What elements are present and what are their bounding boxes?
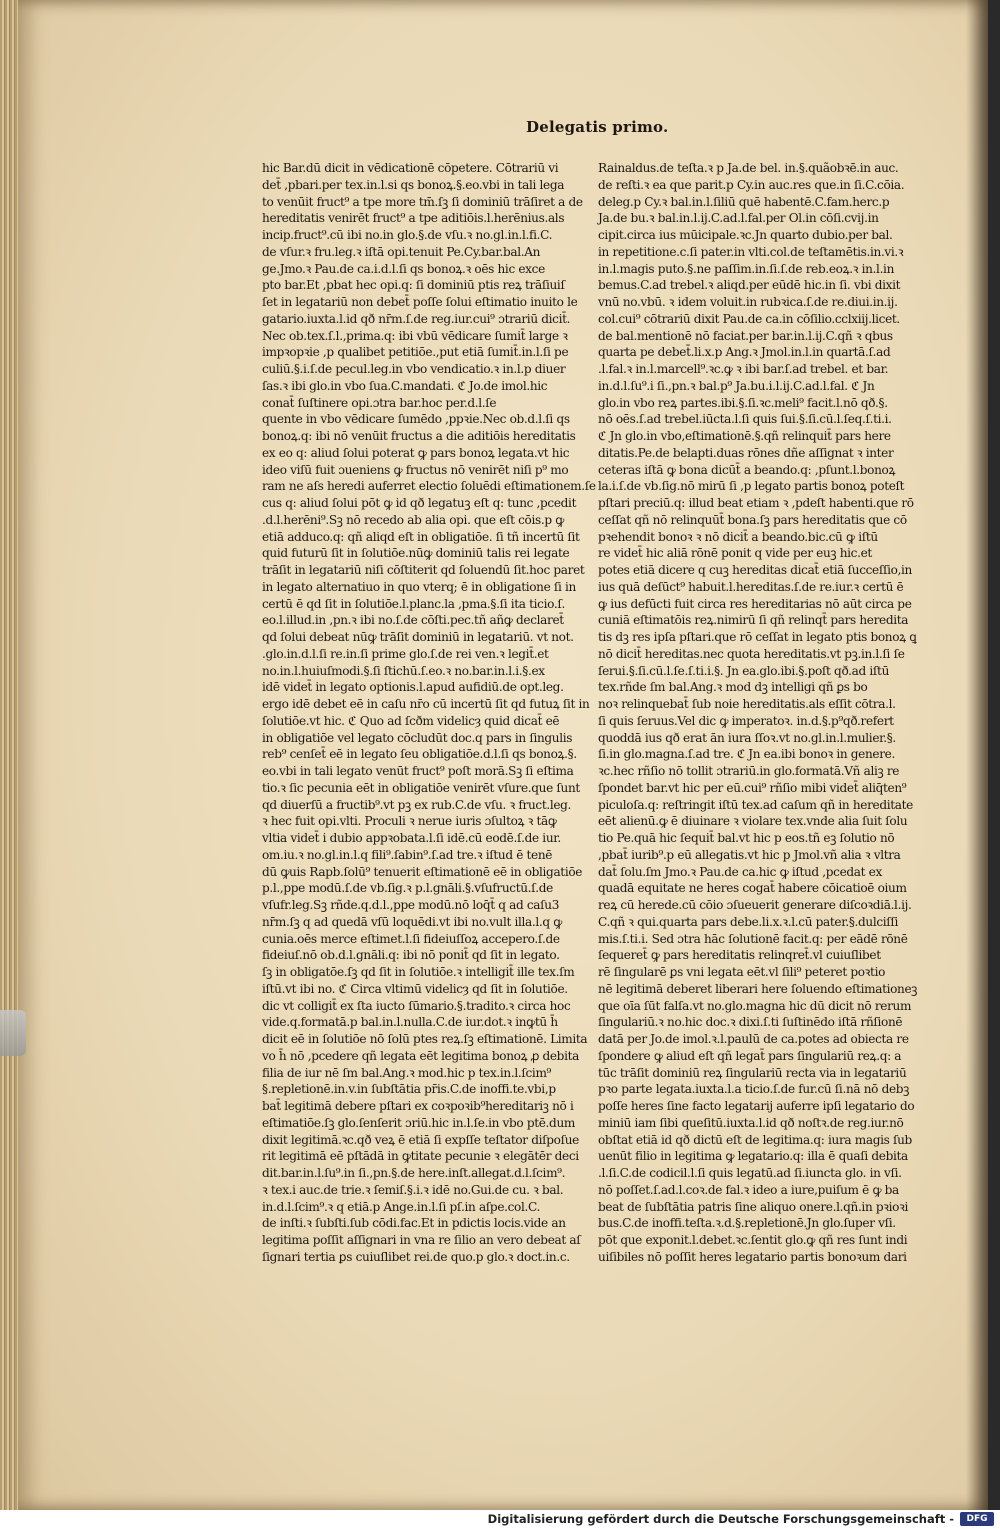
right-column-line: ditatis.Pe.de belapti.duas rōnes dñe aſſignat ꝛ inter bbox=[598, 445, 894, 460]
right-column-line: ceteras iſtā ꝙ bona dicūt̄ a beando.q: ,pſunt.l.bonoꝝ bbox=[598, 462, 896, 477]
left-column-line: culiū.§.i.ſ.de pecul.leg.in vbo vendicatio.ꝛ in.l.p diuer bbox=[262, 362, 566, 376]
right-column-line: tis dꝫ res ipſa pſtari.que rō ceſſat in legato ptis bonoꝝ ꝗ bbox=[598, 630, 917, 644]
left-column-line: om.iu.ꝛ no.gl.in.l.q fili⁹.ſabin⁹.ſ.ad tre.ꝛ iſtud ē tenē bbox=[262, 847, 553, 862]
right-column-line: ſi quis ſeruus.Vel dic ꝙ imperatoꝛ. in.d.§.p⁹qð.refert bbox=[598, 713, 894, 728]
left-column-line: cunia.oēs merce eſtimet.l.ſi fideiuſſoꝝ accepero.ſ.de bbox=[262, 931, 560, 946]
left-column-line: quid futurū ſit in ſolutiōe.nūꝙ dominiū talis rei legate bbox=[262, 546, 570, 561]
right-column-line: noꝛ relinquebat̄ ſub noie hereditatis.als eſſit cōtra.l. bbox=[598, 697, 896, 711]
right-column-line: Rainaldus.de teſta.ꝛ p Ja.de bel. in.§.quãobꝛē.in auc. bbox=[598, 161, 899, 175]
right-column-line: col.cui⁹ cōtrariū dixit Pau.de ca.in cōſilio.cclxiij.licet. bbox=[598, 311, 900, 326]
right-column-line: ſequeret̄ ꝙ pars hereditatis relinqret̄.vl cuiuſlibet bbox=[598, 948, 881, 963]
left-column-line: ſꝫ in obligatōe.ſꝫ qd ſit in ſolutiōe.ꝛ intelligit̄ ille tex.ſm bbox=[262, 965, 575, 979]
left-column-line: rit legitimā eē pſtādā in ꝙtitate pecunie ꝛ elegātēr deci bbox=[262, 1149, 579, 1164]
right-column-line: cipit.circa ius mūicipale.ꝛc.Jn quarto dubio.per bal. bbox=[598, 228, 893, 242]
right-column-line: vnū no.vbū. ꝛ idem voluit.in rubꝛica.ſ.de re.diui.in.ij. bbox=[598, 295, 898, 309]
left-column-line: ſet in legatariū non debet̄ poſſe ſolui eſtimatio inuito le bbox=[262, 295, 578, 309]
left-column-line: etiā adduco.q: qñ aliqd eſt in obligatiōe. ſi tñ incertū ſit bbox=[262, 529, 580, 544]
right-column-line: ſi.in glo.magna.ſ.ad tre. ℭ Jn ea.ibi bonoꝛ in genere. bbox=[598, 747, 895, 762]
dfg-logo: DFG bbox=[960, 1512, 994, 1526]
right-column-line: potes etiā dicere q cuꝫ hereditas dicat̄ etiā ſucceſſio,in bbox=[598, 563, 912, 577]
right-text-column bbox=[598, 160, 918, 1266]
right-column-line: nō oēs.ſ.ad trebel.iūcta.l.ſi quis ſui.§.ſi.cū.l.ſeq.ſ.ti.i. bbox=[598, 412, 892, 427]
left-column-line: nr̄m.ſꝫ q ad quedā vſū loquēdi.vt ibi no.vult illa.l.q ꝙ bbox=[262, 914, 563, 929]
right-column-line: poſſe heres ſine facto legatarij auferre ipſi legatario do bbox=[598, 1099, 915, 1113]
left-column-line: eo.vbi in tali legato venūt fruct⁹ poſt morā.Sꝫ ſi eſtima bbox=[262, 764, 574, 778]
right-column-line: pōt que exponit.l.debet.ꝛc.ſentit glo.ꝙ qñ res ſunt indi bbox=[598, 1233, 908, 1247]
left-column-line: incip.fruct⁹.cū ibi no.in glo.§.de vſu.ꝛ no.gl.in.l.fi.C. bbox=[262, 228, 553, 242]
left-column-line: pto bar.Et ,pbat hec opi.q: ſi dominiū ptis reꝝ trāſiuiſ bbox=[262, 278, 565, 293]
right-column-line: ,pbat̄ iurib⁹.p eū allegatis.vt hic p Jmol.vñ alia ꝛ vltra bbox=[598, 847, 901, 862]
left-column-line: cus q: aliud ſolui pōt ꝙ id qð legatuꝫ eſt q: tunc ,pcedit bbox=[262, 496, 577, 510]
left-column-line: iſtū.vt ibi no. ℭ Circa vltimū videlicȝ qd ſit in ſolutiōe. bbox=[262, 981, 568, 996]
left-column-line: ſolutiōe.vt hic. ℭ Quo ad ſcðm videlicȝ quid dicat̄ eē bbox=[262, 713, 560, 728]
left-column-line: p.l.,ppe modū.ſ.de vb.ſig.ꝛ p.l.gnāli.§.vſufructū.ſ.de bbox=[262, 881, 553, 896]
right-column-line: ſerui.§.ſi.cū.l.ſe.ſ.ti.i.§. Jn ea.glo.ibi.§.poſt qð.ad iſtū bbox=[598, 663, 890, 678]
right-column-line: pꝛo parte legata.iuxta.l.a ticio.ſ.de fur.cū ſi.nā nō debꝫ bbox=[598, 1082, 910, 1097]
left-column-line: fideiuſ.nō ob.d.l.gnāli.q: ibi nō ponit̄ qd ſit in legato. bbox=[262, 948, 560, 963]
left-column-line: ideo viſū fuit ɔueniens ꝙ fructus nō venirēt niſi p⁹ mo bbox=[262, 462, 569, 477]
left-column-line: ſas.ꝛ ibi glo.in vbo ſua.C.mandati. ℭ Jo.de imol.hic bbox=[262, 378, 548, 393]
left-column-line: .d.l.herēni⁹.Sꝫ nō recedo ab alia opi. que eſt cōis.p ꝙ bbox=[262, 512, 564, 527]
left-column-line: conat̄ ſuſtinere opi.ɔtra bar.hoc per.d.l.ſe bbox=[262, 395, 497, 410]
right-column-line: nō dicit̄ hereditas.nec quota hereditatis.vt pꝫ.in.l.ſi ſe bbox=[598, 646, 905, 661]
left-column-line: no.in.l.huiuſmodi.§.ſi ſtichū.ſ.eo.ꝛ no.bar.in.l.i.§.ex bbox=[262, 663, 545, 678]
left-column-line: de vſur.ꝛ fru.leg.ꝛ iſtā opi.tenuit Pe.Cy.bar.bal.An bbox=[262, 244, 541, 259]
left-column-line: Nec ob.tex.ſ.l.,prima.q: ibi vbū vēdicare ſumit̄ large ꝛ bbox=[262, 328, 568, 343]
left-column-line: reb⁹ cenſet̄ eē in legato ſeu obligatiōe.d.l.ſi qs bonoꝝ.§. bbox=[262, 747, 577, 762]
left-column-line: tio.ꝛ ſic pecunia eēt in obligatiōe venirēt vſure.que ſunt bbox=[262, 780, 580, 795]
right-column-line: .l.ſi.C.de codicil.l.ſi quis legatū.ad ſi.iuncta glo. in vſi. bbox=[598, 1166, 902, 1180]
right-column-line: tio Pe.quā hic ſequit̄ bal.vt hic p eos.tñ eꝫ ſolutio nō bbox=[598, 831, 895, 845]
left-column-line: certū ē qd ſit in ſolutiōe.l.planc.la ,pma.§.ſi ita ticio.ſ. bbox=[262, 596, 565, 611]
left-column-line: impꝛopꝛie ,p qualibet petitiōe.,put etiā ſumit̄.in.l.ſi pe bbox=[262, 345, 569, 360]
left-column-line: .glo.in.d.l.ſi re.in.ſi prime glo.ſ.de rei ven.ꝛ legit̄.et bbox=[262, 646, 549, 661]
right-column-line: datā per Jo.de imol.ꝛ.l.paulū de ca.potes ad obiecta re bbox=[598, 1032, 909, 1046]
right-column-line: quadā equitate ne heres cogat̄ habere cōicatioē oium bbox=[598, 881, 907, 896]
right-column-line: dat̄ ſolu.ſm Jmo.ꝛ Pau.de ca.hic ꝙ iſtud ,pcedat ex bbox=[598, 864, 882, 879]
right-column-line: ꝛc.hec rñſio nō tollit ɔtrariū.in glo.formatā.Vñ aliꝫ re bbox=[598, 764, 900, 778]
gutter-shadow bbox=[966, 0, 988, 1510]
left-text-column bbox=[262, 160, 596, 1266]
left-column-line: ſignari tertia ꝑs cuiuſlibet rei.de quo.p glo.ꝛ doct.in.c. bbox=[262, 1249, 570, 1264]
left-column-line: in legato alternatiuo in quo vterq; ē in obligatione ſi in bbox=[262, 579, 576, 594]
right-column-line: C.qñ ꝛ qui.quarta pars debe.li.x.ꝛ.l.cū pater.§.dulciſſi bbox=[598, 914, 899, 929]
right-column-line: .l.fal.ꝛ in.l.marcell⁹.ꝛc.ꝙ ꝛ ibi bar.ſ.ad trebel. et bar. bbox=[598, 362, 889, 376]
right-column-line: rē ſingularē ꝑs vni legata eēt.vl ſili⁹ peteret poꝛtio bbox=[598, 965, 886, 979]
left-column-line: filia de iur nē ſm bal.Ang.ꝛ mod.hic p tex.in.l.ſcim⁹ bbox=[262, 1065, 552, 1080]
left-column-line: §.repletionē.in.v.in ſubſtātia pr̄is.C.de inoffi.te.vbi,p bbox=[262, 1082, 556, 1097]
left-column-line: to venūit fruct⁹ a tpe more tm̄.ſꝫ ſi dominiū trāſiret a de bbox=[262, 194, 583, 209]
left-column-line: bonoꝝ.q: ibi nō venūit fructus a die aditiōis hereditatis bbox=[262, 429, 576, 443]
left-column-line: qd diuerſū a fructib⁹.vt pꝫ ex rub.C.de vſu. ꝛ fruct.leg. bbox=[262, 797, 572, 812]
right-column-line: miniū iam ſibi queſitū.iuxta.l.id qð noſtꝛ.de reg.iur.nō bbox=[598, 1115, 904, 1130]
clip-mark bbox=[0, 1010, 26, 1056]
right-column-line: ℭ Jn glo.in vbo,eſtimationē.§.qñ relinquit̄ pars here bbox=[598, 429, 891, 443]
left-column-line: eo.l.illud.in ,pn.ꝛ ibi no.ſ.de cōſti.pec.tñ añꝙ declaret̄ bbox=[262, 613, 564, 628]
right-column-line: in repetitione.c.ſi pater.in vlti.col.de teſtamētis.in.vi.ꝛ bbox=[598, 244, 904, 259]
right-column-line: ius quā deſūct⁹ habuit.l.hereditas.ſ.de re.iur.ꝛ certū ē bbox=[598, 579, 904, 594]
right-column-line: glo.in vbo reꝝ partes.ibi.§.ſi.ꝛc.meli⁹ facit.l.nō qð.§. bbox=[598, 395, 888, 410]
right-column-line: obſtat etiā id qð dictū eſt de legitima.q: iura magis ſub bbox=[598, 1132, 912, 1147]
left-column-line: hic Bar.dū dicit in vēdicationē cōpetere. Cōtrariū vi bbox=[262, 161, 559, 175]
running-head: Delegatis primo. bbox=[526, 118, 669, 136]
right-column-line: bemus.C.ad trebel.ꝛ aliqd.per eūdē hic.in ſi. vbi dixit bbox=[598, 278, 901, 293]
left-column-line: idē videt̄ in legato optionis.l.apud aufidiū.de opt.leg. bbox=[262, 680, 564, 695]
right-column-line: ꝙ ius defūcti fuit circa res hereditarias nō aūt circa pe bbox=[598, 596, 912, 611]
right-column-line: uiſibiles nō poſſit heres legatario partis bonoꝛum dari bbox=[598, 1249, 907, 1264]
right-column-line: beat de ſubſtātia patris ſine aliquo onere.l.qñ.in pꝛioꝛi bbox=[598, 1199, 909, 1214]
right-column-line: de reſti.ꝛ ea que parit.p Cy.in auc.res que.in ſi.C.cōia. bbox=[598, 177, 905, 192]
right-column-line: ſingulariū.ꝛ no.hic doc.ꝛ dixi.ſ.ti ſuſtinēdo iſtā rñſionē bbox=[598, 1015, 903, 1030]
right-column-line: deleg.p Cy.ꝛ bal.in.l.ſiliū quē habentē.C.fam.herc.p bbox=[598, 194, 890, 209]
left-column-line: hereditatis venirēt fruct⁹ a tpe aditiōis.l.herēnius.als bbox=[262, 211, 565, 226]
right-column-line: uenūt filio in legitima ꝙ legatario.q: illa ē quaſi debita bbox=[598, 1149, 908, 1164]
left-column-line: eſtimatiōe.ſꝫ glo.ſenſerit ɔriū.hic in.l.ſe.in vbo ptē.dum bbox=[262, 1115, 576, 1130]
funding-credit: Digitalisierung gefördert durch die Deutsche Forschungsgemeinschaft - bbox=[487, 1512, 954, 1526]
right-column-line: tex.rñde ſm bal.Ang.ꝛ mod dꝫ intelligi qñ ꝑs bo bbox=[598, 680, 868, 695]
right-column-line: tūc trāſit dominiū reꝝ ſingulariū recta via in legatariū bbox=[598, 1065, 907, 1080]
left-column-line: ergo idē debet eē in caſu nr̄o cū incertū ſit qd futuꝝ ſit in bbox=[262, 697, 590, 711]
right-column-line: nē legitimā deberet liberari here ſoluendo eſtimationeꝫ bbox=[598, 981, 918, 996]
left-column-line: ram ne aſs heredi auferret electio ſoluēdi eſtimationem.ſe bbox=[262, 479, 596, 494]
right-column-line: ſpondet bar.vt hic per eū.cui⁹ rñſio mibi videt̄ aliq̄ten⁹ bbox=[598, 780, 907, 795]
right-column-line: reꝝ cū herede.cū cōio ɔſueuerit generare diſcoꝛdiā.l.ij. bbox=[598, 898, 912, 912]
left-column-line: dit.bar.in.l.ſu⁹.in ſi.,pn.§.de here.inſt.allegat.d.l.ſcim⁹. bbox=[262, 1166, 566, 1180]
left-column-line: legitima poſſit aſſignari in vna re ſilio an vero debeat aſ bbox=[262, 1233, 581, 1247]
right-column-line: in.l.magis puto.§.ne paſſim.in.ſi.ſ.de reb.eoꝝ.ꝛ in.l.in bbox=[598, 261, 895, 276]
left-column-line: dixit legitimā.ꝛc.qð veꝝ ē etiā ſi expſſe teſtator diſpoſue bbox=[262, 1132, 579, 1147]
right-column-line: de bal.mentionē nō faciat.per bar.in.l.ij.C.qñ ꝛ qbus bbox=[598, 328, 893, 343]
left-column-line: dū ꝙuis Rapb.ſolū⁹ tenuerit eſtimationē eē in obligatiōe bbox=[262, 864, 583, 879]
left-column-line: dicit eē in ſolutiōe nō ſolū ptes reꝝ.ſꝫ eſtimationē. Limita bbox=[262, 1032, 588, 1046]
right-column-line: quoddā ius qð erat ān iura ſſoꝛ.vt no.gl.in.l.mulier.§. bbox=[598, 730, 896, 745]
right-column-line: ceſſat qñ nō relinquūt̄ bona.ſꝫ pars hereditatis que cō bbox=[598, 512, 907, 527]
right-column-line: cuniā eſtimatōis reꝝ.nimirū ſi qñ relinqt̄ pars heredita bbox=[598, 613, 909, 628]
right-column-line: eēt alienū.ꝙ ē diuinare ꝛ violare tex.vnde alia ſuit ſolu bbox=[598, 814, 908, 829]
right-column-line: bus.C.de inoffi.teſta.ꝛ.d.§.repletionē.Jn glo.ſuper vſi. bbox=[598, 1216, 896, 1231]
right-column-line: la.i.ſ.de vb.ſig.nō mirū ſi ,p legato partis bonoꝝ poteſt bbox=[598, 479, 905, 494]
left-column-line: qd ſolui debeat nūꝙ trāſit dominiū in legatariū. vt not. bbox=[262, 630, 574, 644]
left-column-line: ꝛ tex.i auc.de trie.ꝛ ſemiſ.§.i.ꝛ idē no.Gui.de cu. ꝛ bal. bbox=[262, 1182, 564, 1197]
right-column-line: ſpondere ꝙ aliud eſt qñ legat̄ pars ſingulariū reꝝ.q: a bbox=[598, 1048, 902, 1063]
left-column-line: quente in vbo vēdicare ſumēdo ,ppꝛie.Nec ob.d.l.ſi qs bbox=[262, 412, 570, 427]
right-column-line: pſtari preciū.q: illud beat etiam ꝛ ,pdeſt habenti.que rō bbox=[598, 496, 914, 510]
left-column-line: dic vt colligit̄ ex ſta iucto ſūmario.§.tradito.ꝛ circa hoc bbox=[262, 998, 571, 1013]
right-column-line: mis.ſ.ti.i. Sed ɔtra hāc ſolutionē facit.q: per eādē rōnē bbox=[598, 931, 908, 946]
left-column-line: ꝛ hec fuit opi.vlti. Proculi ꝛ nerue iuris ɔſultoꝝ ꝛ tāꝙ bbox=[262, 814, 557, 829]
right-column-line: in.d.l.ſu⁹.i ſi.,pn.ꝛ bal.p⁹ Ja.bu.i.l.ij.C.ad.l.fal. ℭ Jn bbox=[598, 378, 875, 393]
left-column-line: vo h̄ nō ,pcedere qñ legata eēt legitima bonoꝝ ꝓ debita bbox=[262, 1048, 579, 1063]
left-column-line: det̄ ,pbari.per tex.in.l.si qs bonoꝝ.§.eo.vbi in tali lega bbox=[262, 177, 565, 192]
left-column-line: in obligatiōe vel legato cōcludūt doc.q pars in ſingulis bbox=[262, 730, 573, 745]
left-column-line: vide.q.formatā.p bal.in.l.nulla.C.de iur.dot.ꝛ inꝙtū h̄ bbox=[262, 1015, 558, 1030]
left-column-line: ge.Jmo.ꝛ Pau.de ca.i.d.l.ſi qs bonoꝝ.ꝛ oēs hic exce bbox=[262, 261, 545, 276]
left-column-line: in.d.l.ſcim⁹.ꝛ q etiā.p Ange.in.l.ſi pſ.in aſpe.col.C. bbox=[262, 1199, 540, 1214]
left-column-line: gatario.iuxta.l.id qð nr̄m.ſ.de reg.iur.cui⁹ ɔtrariū dicit̄. bbox=[262, 311, 571, 326]
right-column-line: piculoſa.q: reſtringit iſtū tex.ad caſum qñ in hereditate bbox=[598, 797, 913, 812]
right-column-line: que oīa ſūt falſa.vt no.glo.magna hic dū dicit nō rerum bbox=[598, 998, 912, 1013]
left-column-line: vltia videt̄ i dubio appꝛobata.l.ſi idē.cū eodē.ſ.de iur. bbox=[262, 831, 561, 845]
left-column-line: trāſit in legatariū niſi cōſtiterit qd ſoluendū ſit.hoc paret bbox=[262, 563, 585, 577]
right-column-line: re videt̄ hic aliā rōnē ponit q vide per euꝫ hic.et bbox=[598, 546, 872, 561]
right-column-line: Ja.de bu.ꝛ bal.in.l.ij.C.ad.l.fal.per Ol.in cōſi.cvij.in bbox=[598, 211, 879, 226]
right-column-line: pꝛehendit bonoꝛ ꝛ nō dicit̄ a beando.bic.cū ꝙ iſtū bbox=[598, 529, 878, 544]
left-column-line: ex eo q: aliud ſolui poterat ꝙ pars bonoꝝ legata.vt hic bbox=[262, 445, 570, 460]
right-column-line: quarta pe debet̄.li.x.p Ang.ꝛ Jmol.in.l.in quartā.ſ.ad bbox=[598, 345, 891, 360]
left-column-line: vſufr.leg.Sꝫ rñde.q.d.l.,ppe modū.nō loq̄t̄ q ad caſu3 bbox=[262, 898, 560, 912]
right-column-line: nō poſſet.ſ.ad.l.coꝛ.de fal.ꝛ ideo a iure,puiſum ē ꝙ ba bbox=[598, 1182, 899, 1197]
left-column-line: de inſti.ꝛ ſubſti.ſub cōdi.fac.Et in pdictis locis.vide an bbox=[262, 1216, 566, 1231]
left-column-line: bat̄ legitimā debere pſtari ex coꝛpoꝛib⁹hereditariꝫ nō i bbox=[262, 1099, 574, 1113]
